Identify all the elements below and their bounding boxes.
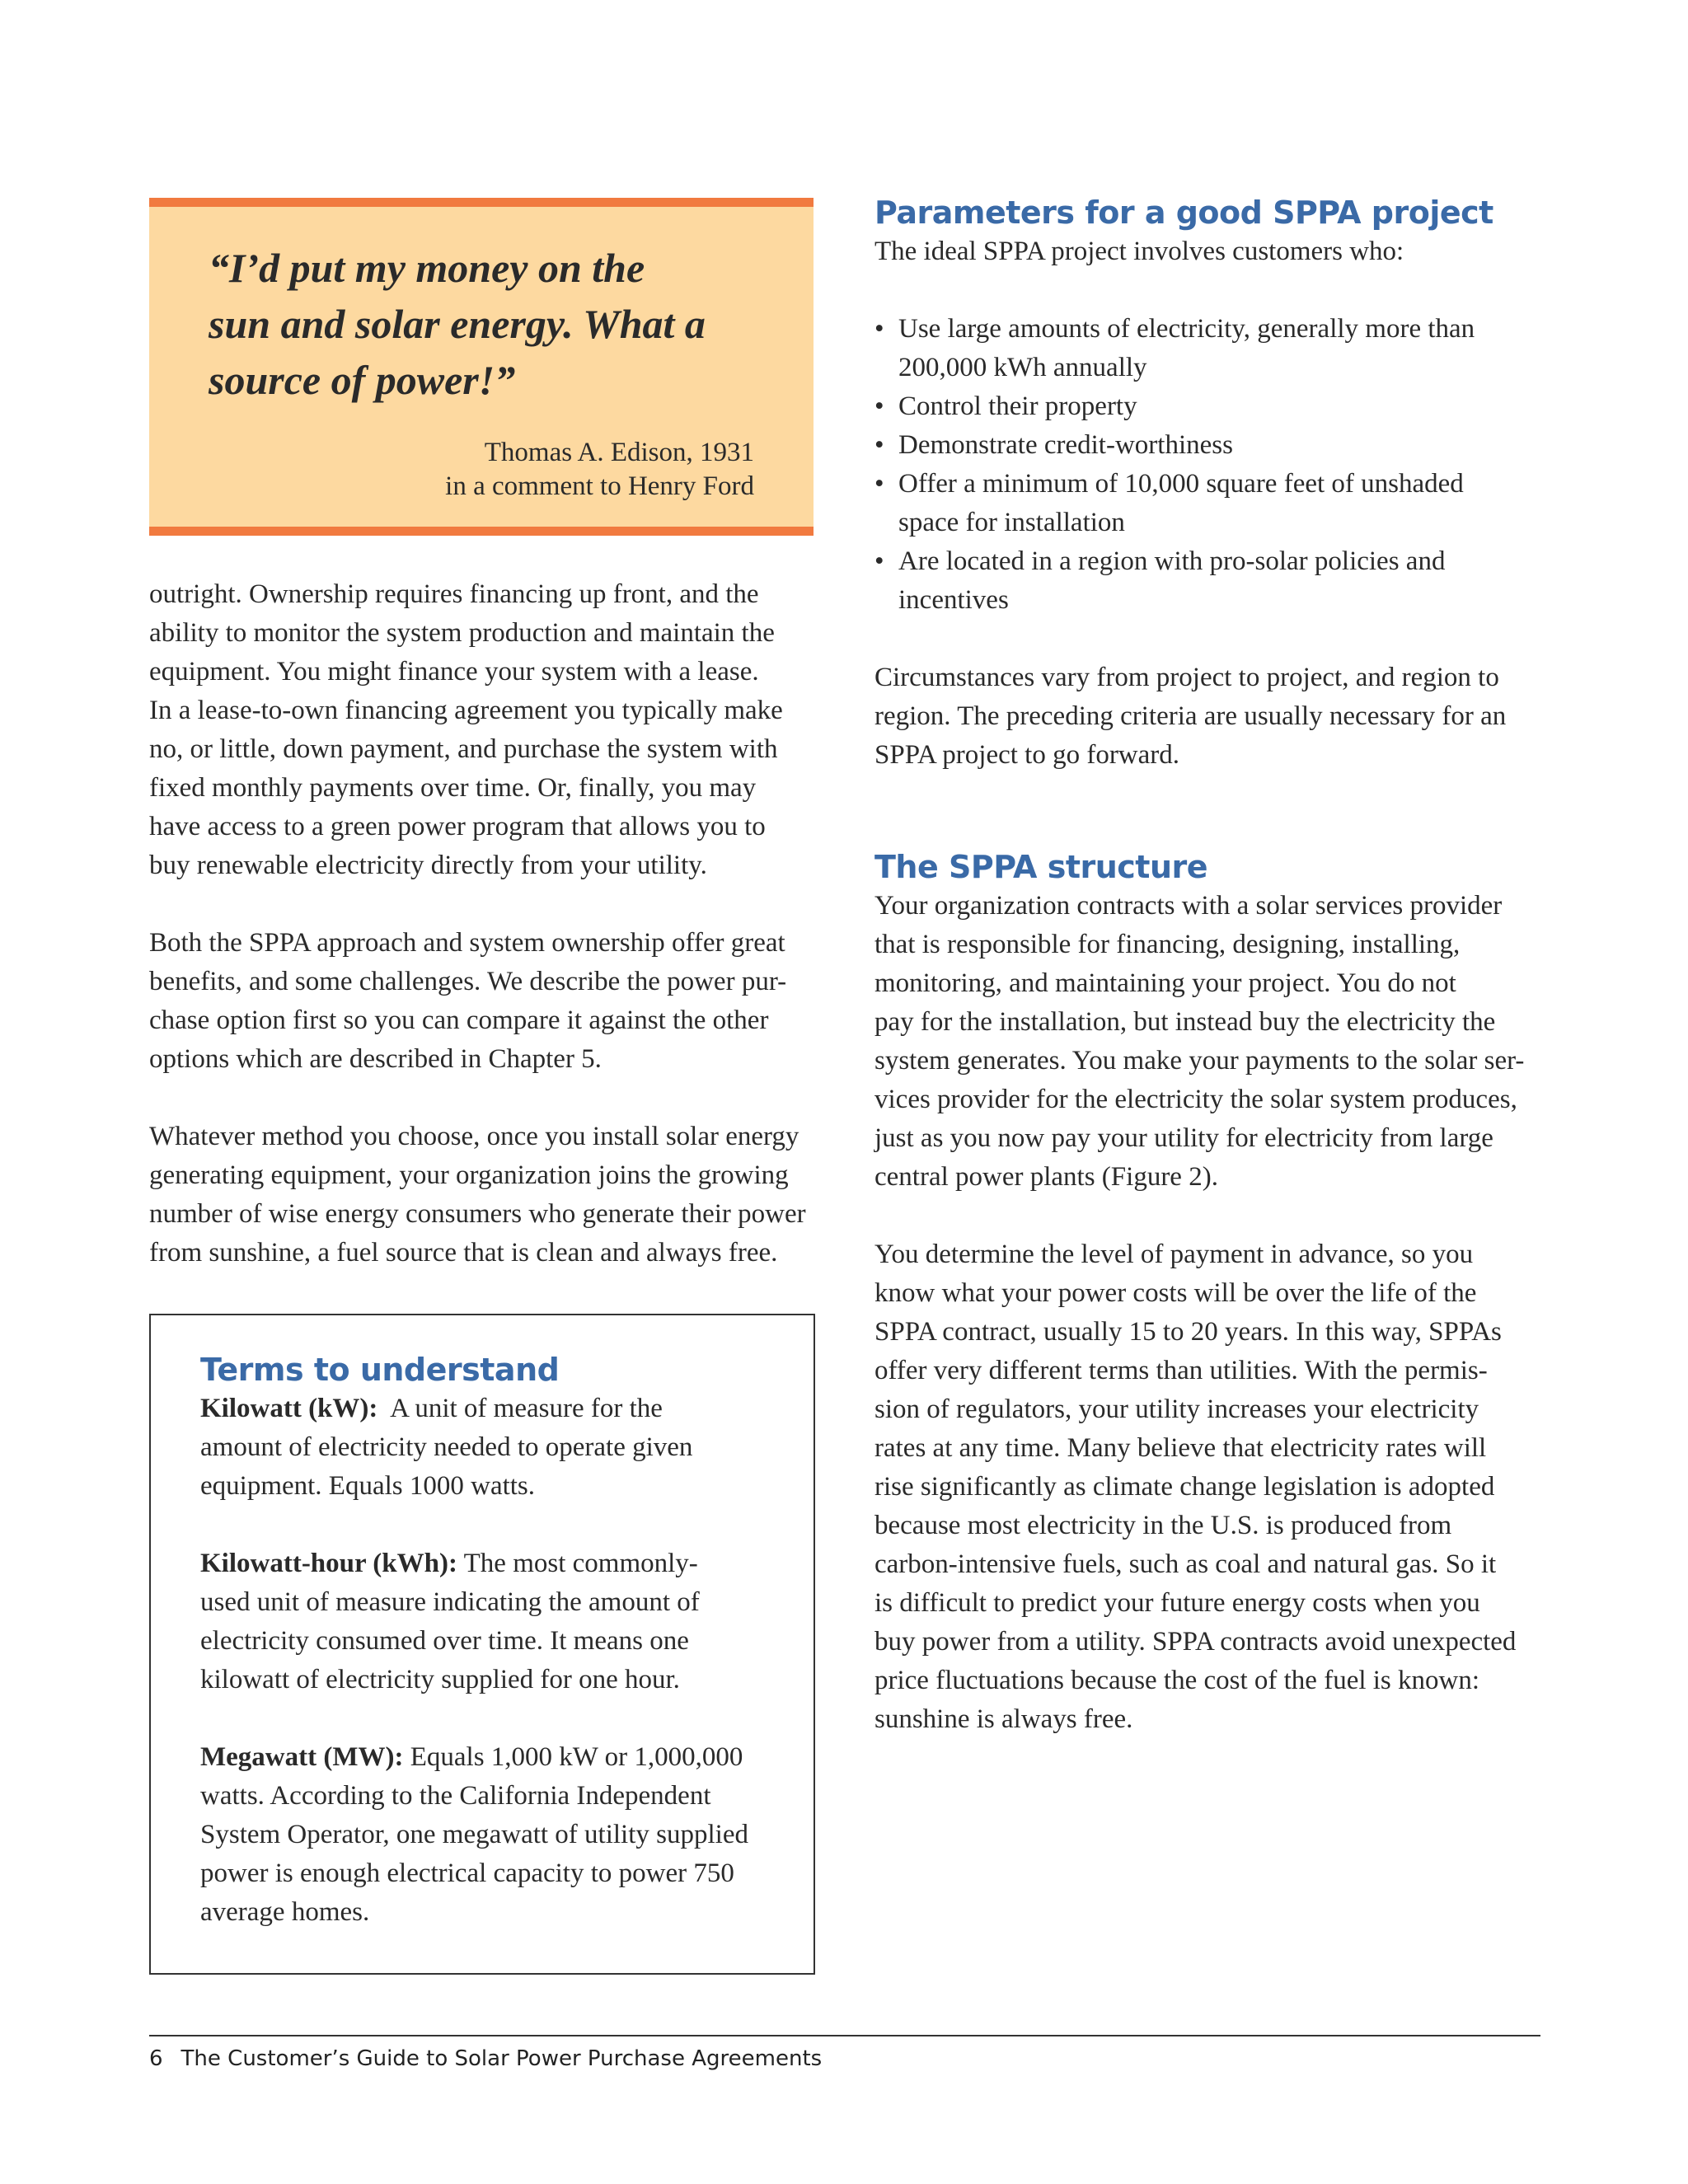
text-line: is difficult to predict your future energy costs when you xyxy=(874,1588,1480,1618)
quote-line: sun and solar energy. What a xyxy=(209,301,706,347)
quote-attribution xyxy=(445,436,754,504)
params-intro: The ideal SPPA project involves customers who: xyxy=(874,237,1404,266)
left-paragraph-2 xyxy=(149,924,817,1079)
text-line: rates at any time. Many believe that electricity rates will xyxy=(874,1433,1487,1463)
text-line: Offer a minimum of 10,000 square feet of unshaded xyxy=(898,469,1464,499)
text-line: Use large amounts of electricity, generally more than xyxy=(898,314,1475,344)
publication-title: The Customer’s Guide to Solar Power Purchase Agreements xyxy=(181,2046,823,2071)
right-column xyxy=(874,193,1550,1739)
text-line: pay for the installation, but instead buy the electricity the xyxy=(874,1007,1496,1037)
term-kilowatt xyxy=(200,1390,777,1506)
term-definition: The most commonly- xyxy=(457,1549,698,1578)
text-line: 200,000 kWh annually xyxy=(898,353,1147,382)
text-line: Whatever method you choose, once you install solar energy xyxy=(149,1122,799,1151)
text-line: power is enough electrical capacity to power 750 xyxy=(200,1858,734,1888)
text-line: equipment. You might finance your system with a lease. xyxy=(149,657,759,687)
text-line: Circumstances vary from project to project, and region to xyxy=(874,663,1499,692)
text-line: electricity consumed over time. It means one xyxy=(200,1626,689,1656)
text-line: price fluctuations because the cost of the fuel is known: xyxy=(874,1666,1480,1695)
text-line: number of wise energy consumers who generate their power xyxy=(149,1199,806,1229)
params-list xyxy=(874,310,1550,620)
text-line: fixed monthly payments over time. Or, finally, you may xyxy=(149,773,757,803)
bullet-icon: • xyxy=(874,469,884,499)
bullet-icon: • xyxy=(874,546,884,576)
text-line: incentives xyxy=(898,585,1009,615)
text-line: sunshine is always free. xyxy=(874,1704,1133,1734)
quote-text xyxy=(209,240,736,408)
text-line: Your organization contracts with a solar services provider xyxy=(874,891,1503,921)
list-item xyxy=(874,310,1550,387)
text-line: no, or little, down payment, and purchase the system with xyxy=(149,734,778,764)
text-line: kilowatt of electricity supplied for one hour. xyxy=(200,1665,680,1694)
left-paragraph-3 xyxy=(149,1118,817,1272)
text-line: You determine the level of payment in advance, so you xyxy=(874,1240,1474,1269)
text-line: chase option first so you can compare it against the other xyxy=(149,1005,769,1035)
quote-line: “I’d put my money on the xyxy=(209,245,645,291)
page-footer xyxy=(149,2044,822,2074)
text-line: because most electricity in the U.S. is produced from xyxy=(874,1511,1452,1540)
text-line: used unit of measure indicating the amount of xyxy=(200,1587,700,1617)
bullet-icon: • xyxy=(874,430,884,460)
text-line: offer very different terms than utilities. With the permis- xyxy=(874,1356,1488,1385)
bullet-icon: • xyxy=(874,314,884,344)
text-line: space for installation xyxy=(898,508,1125,537)
text-line: just as you now pay your utility for electricity from large xyxy=(874,1123,1493,1153)
list-item xyxy=(874,542,1550,620)
left-column xyxy=(149,575,817,1272)
text-line: options which are described in Chapter 5. xyxy=(149,1044,602,1074)
text-line: Are located in a region with pro-solar policies and xyxy=(898,546,1446,576)
text-line: carbon-intensive fuels, such as coal and natural gas. So it xyxy=(874,1549,1497,1579)
text-line: SPPA project to go forward. xyxy=(874,740,1180,770)
list-item xyxy=(874,465,1550,542)
text-line: know what your power costs will be over the life of the xyxy=(874,1278,1477,1308)
attribution-line: in a comment to Henry Ford xyxy=(445,471,754,501)
text-line: benefits, and some challenges. We describe the power pur- xyxy=(149,967,787,996)
term-megawatt xyxy=(200,1738,777,1932)
text-line: Demonstrate credit-worthiness xyxy=(898,430,1233,460)
text-line: watts. According to the California Independent xyxy=(200,1781,711,1811)
text-line: amount of electricity needed to operate given xyxy=(200,1432,693,1462)
text-line: average homes. xyxy=(200,1897,370,1927)
term-definition: A unit of measure for the xyxy=(377,1394,663,1423)
text-line: system generates. You make your payments to the solar ser- xyxy=(874,1046,1525,1076)
text-line: In a lease-to-own financing agreement you typically make xyxy=(149,696,783,725)
attribution-line: Thomas A. Edison, 1931 xyxy=(484,438,754,467)
text-line: Both the SPPA approach and system ownership offer great xyxy=(149,928,785,958)
term-title: Kilowatt-hour (kWh): xyxy=(200,1549,457,1578)
terms-content xyxy=(200,1350,777,1932)
text-line: from sunshine, a fuel source that is clean and always free. xyxy=(149,1238,778,1268)
footer-rule xyxy=(149,2035,1540,2036)
text-line: Control their property xyxy=(898,391,1137,421)
text-line: sion of regulators, your utility increases your electricity xyxy=(874,1394,1479,1424)
text-line: SPPA contract, usually 15 to 20 years. In this way, SPPAs xyxy=(874,1317,1502,1347)
term-title: Megawatt (MW): xyxy=(200,1742,404,1772)
text-line: region. The preceding criteria are usually necessary for an xyxy=(874,701,1507,731)
text-line: ability to monitor the system production and maintain the xyxy=(149,618,775,648)
text-line: monitoring, and maintaining your project. You do not xyxy=(874,968,1456,998)
bullet-icon: • xyxy=(874,391,884,421)
text-line: generating equipment, your organization joins the growing xyxy=(149,1160,789,1190)
text-line: central power plants (Figure 2). xyxy=(874,1162,1218,1192)
structure-paragraph-1 xyxy=(874,887,1550,1197)
text-line: equipment. Equals 1000 watts. xyxy=(200,1471,536,1501)
term-title: Kilowatt (kW): xyxy=(200,1394,378,1423)
term-kilowatt-hour xyxy=(200,1544,777,1699)
left-paragraph-1 xyxy=(149,575,817,885)
params-heading: Parameters for a good SPPA project xyxy=(874,194,1493,231)
text-line: have access to a green power program that allows you to xyxy=(149,812,766,841)
text-line: buy renewable electricity directly from your utility. xyxy=(149,851,707,880)
text-line: buy power from a utility. SPPA contracts avoid unexpected xyxy=(874,1627,1517,1657)
list-item xyxy=(874,387,1550,426)
page-number: 6 xyxy=(149,2046,163,2071)
terms-sidebar xyxy=(149,1314,815,1975)
structure-heading: The SPPA structure xyxy=(874,849,1208,885)
quote-line: source of power!” xyxy=(209,357,516,403)
structure-paragraph-2 xyxy=(874,1235,1550,1739)
text-line: outright. Ownership requires financing up front, and the xyxy=(149,579,759,609)
quote-callout xyxy=(149,198,814,536)
text-line: that is responsible for financing, designing, installing, xyxy=(874,930,1461,959)
terms-heading: Terms to understand xyxy=(200,1352,560,1388)
list-item xyxy=(874,426,1550,465)
text-line: vices provider for the electricity the solar system produces, xyxy=(874,1085,1517,1114)
params-closing xyxy=(874,658,1550,775)
term-definition: Equals 1,000 kW or 1,000,000 xyxy=(403,1742,743,1772)
text-line: rise significantly as climate change legislation is adopted xyxy=(874,1472,1495,1502)
text-line: System Operator, one megawatt of utility supplied xyxy=(200,1820,748,1849)
